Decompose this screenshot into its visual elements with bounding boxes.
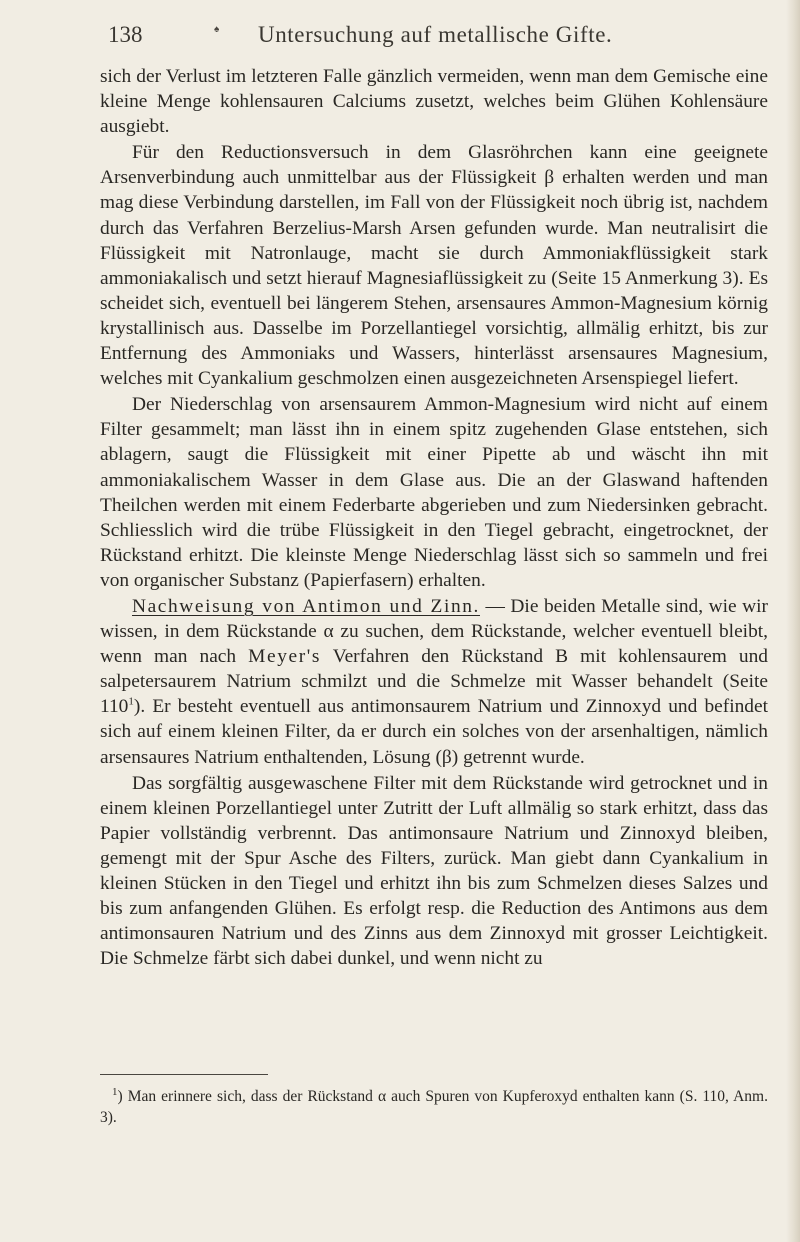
running-title: Untersuchung auf metallische Gifte.	[258, 22, 613, 47]
paragraph-filter-procedure: Das sorgfältig ausgewaschene Filter mit dem Rückstande wird getrocknet und in einem kleinen Porzellantiegel unter Zutritt der Luft allmälig so stark erhitzt, dass das Papier vollständig verbrennt. Das antimonsaure Natrium und Zinnoxyd bleiben, gemengt mit der Spur Asche des Filters, zurück. Man giebt dann Cyankalium in kleinen Stücken in den Tiegel und erhitzt ihn bis zum Schmelzen dieses Salzes und bis zum anfangenden Glühen. Es erfolgt resp. die Reduction des Antimons aus dem antimonsauren Natrium und des Zinns aus dem Zinnoxyd mit grosser Leichtigkeit. Die Schmelze färbt sich dabei dunkel, und wenn nicht zu	[100, 772, 768, 970]
footnote-text: ) Man erinnere sich, dass der Rückstand α auch Spuren von Kupferoxyd enthalten kann (S. 110, Anm. 3).	[100, 1088, 768, 1126]
section-tail-text: ). Er besteht eventuell aus antimonsaurem Natrium und Zinnoxyd und befindet sich auf einem kleinen Filter, da er durch ein solches von der arsenhaltigen, nämlich arsensaures Natrium enthaltenden, Lösung (β) getrennt wurde.	[100, 696, 768, 768]
header-mark: ♠	[214, 24, 220, 35]
section-text-after-name: Verfahren den Rückstand B mit kohlensaurem und salpetersaurem Natrium schmilzt und die Schmelze mit Wasser behandelt (Seite 110	[100, 646, 768, 718]
page-number: 138	[108, 22, 143, 47]
footnote	[100, 1086, 768, 1128]
section-heading: Nachweisung von Antimon und Zinn.	[132, 595, 480, 617]
footnote-rule	[100, 1074, 268, 1075]
footnote-marker: 1	[112, 1085, 118, 1098]
page-header	[108, 22, 768, 56]
author-name: Meyer's	[248, 646, 322, 668]
paragraph-reduction-test: Für den Reductionsversuch in dem Glasröhrchen kann eine geeignete Arsenverbindung auch unmittelbar aus der Flüssigkeit β erhalten werden und man mag diese Verbindung darstellen, im Fall von der Flüssigkeit noch übrig ist, nachdem durch das Verfahren Berzelius-Marsh Arsen gefunden wurde. Man neutralisirt die Flüssigkeit mit Natronlauge, macht sie durch Ammoniakflüssigkeit stark ammoniakalisch und setzt hierauf Magnesiaflüssigkeit zu (Seite 15 Anmerkung 3). Es scheidet sich, eventuell bei längerem Stehen, arsensaures Ammon-Magnesium körnig krystallinisch aus. Dasselbe im Porzellantiegel vorsichtig, allmälig erhitzt, bis zur Entfernung des Ammoniaks und Wassers, hinterlässt arsensaures Magnesium, welches mit Cyankalium geschmolzen einen ausgezeichneten Arsenspiegel liefert.	[100, 142, 768, 390]
footnote-reference: 1	[128, 695, 134, 708]
paragraph-precipitate: Der Niederschlag von arsensaurem Ammon-Magnesium wird nicht auf einem Filter gesammelt; man lässt ihn in einem spitz zugehenden Glase entstehen, sich ablagern, saugt die Flüssigkeit mit einer Pipette ab und wäscht ihn mit ammoniakalischem Wasser in dem Glase aus. Die an der Glaswand haftenden Theilchen werden mit einem Federbarte abgerieben und zum Niedersinken gebracht. Schliesslich wird die trübe Flüssigkeit in den Tiegel gebracht, eingetrocknet, der Rückstand erhitzt. Die kleinste Menge Niederschlag lässt sich so sammeln und frei von organischer Substanz (Papierfasern) erhalten.	[100, 394, 768, 591]
body-text	[100, 64, 768, 971]
paragraph-continuation: sich der Verlust im letzteren Falle gänzlich vermeiden, wenn man dem Gemische eine kleine Menge kohlensauren Calciums zusetzt, welches beim Glühen Kohlensäure ausgiebt.	[100, 66, 768, 138]
section-antimony-tin	[100, 594, 768, 770]
page-edge-shadow	[786, 0, 800, 1242]
section-lead-text: — Die beiden Metalle sind, wie wir wissen, in dem Rückstande α zu suchen, dem Rückstande, welcher eventuell bleibt, wenn man nach	[100, 595, 769, 668]
